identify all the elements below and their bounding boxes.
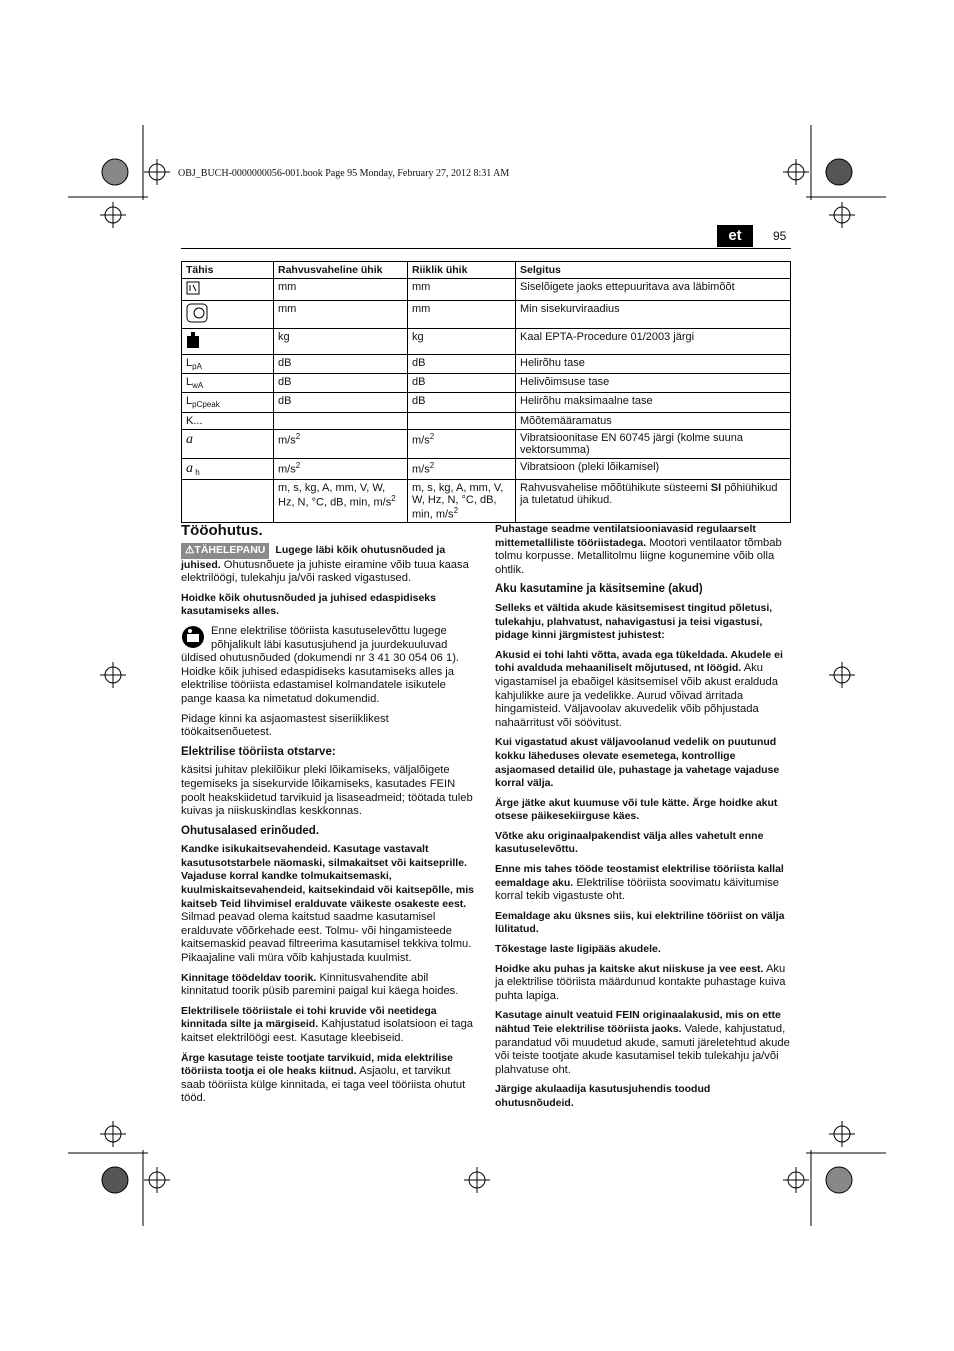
safety-item: Kinnitage töödeldav toorik. Kinnitusvahendite abil kinnitatud toorik püsib paremini paigal kui käega hoides. bbox=[181, 971, 459, 998]
battery-item: Eemaldage aku üksnes siis, kui elektriline tööriist on välja lülitatud. bbox=[495, 909, 785, 936]
safety-item: Kandke isikukaitsevahendeid. Kasutage vastavalt kasutusotstarbele näomaski, silmakaitset või kaitseprille. Vajaduse korral kandke tolmukaitsemaski, kuulmiskaitsevahendeid, kaitsekindaid või kaitsepõlle, mis kaitseb Teid lihvimisel eralduvate väikeste osakeste eest. Silmad peavad olema kaitstud saadme kasutamisel eralduvate võõrkehade eest. Tolmu- või hingamisteede kaitsemaskid peavad filtreerima kasutamisel tekkiva tolmu. Pikaajaline vali müra võib kahjustada kuulmist. bbox=[181, 843, 474, 965]
battery-item: Kasutage ainult veatuid FEIN originaalakusid, mis on ette nähtud Teie elektrilise tööriista jaoks. Valede, kahjustatud, parandatud või muudetud akude, samuti järeletehtud akude või teiste tootjate akude kasutamisel tekib tulekahju ja/või plahvatuse oht. bbox=[495, 1009, 790, 1076]
table-row bbox=[182, 355, 791, 374]
symbol-lwa: $L_{wA}$ bbox=[182, 374, 274, 393]
table-header-row bbox=[182, 262, 791, 279]
cut-depth-icon bbox=[186, 281, 200, 295]
regulations-text: Pidage kinni ka asjaomastest siseriiklikest töökaitsenõuetest. bbox=[181, 712, 389, 739]
table-cell: dB bbox=[408, 374, 516, 393]
battery-item: Hoidke aku puhas ja kaitske akut niiskuse ja vee eest. Aku ja elektrilise tööriista määrdunud kontakte puhastage kuiva puhta lapiga. bbox=[495, 962, 786, 1002]
battery-item: Järgige akulaadija kasutusjuhendis toodud ohutusnõudeid. bbox=[495, 1083, 711, 1109]
table-cell bbox=[408, 412, 516, 429]
table-cell: dB bbox=[408, 355, 516, 374]
table-cell: mm bbox=[274, 279, 408, 301]
table-cell: $m/s^2$ bbox=[274, 458, 408, 479]
table-row bbox=[182, 458, 791, 479]
table-cell: Helivõimsuse tase bbox=[516, 374, 791, 393]
battery-item: Akusid ei tohi lahti võtta, avada ega tükeldada. Akudele ei tohi avalduda mehaaniliselt mõjutused, nt löögid. Aku vigastamisel ja ebaõigel käsitsemisel võib akust eralduda kahjulikke aure ja vedelikke. Aurud võivad ärritada hingamisteid. Väljavoolav akuvedelik võib põhjustada nahaärritust või söövitust. bbox=[495, 648, 783, 729]
table-cell: K... bbox=[182, 412, 274, 429]
battery-item: Enne mis tahes tööde teostamist elektrilise tööriista kallal eemaldage aku. Elektrilise tööriista soovimatu käivitumise korral tekib vigastuste oht. bbox=[495, 863, 784, 903]
table-row bbox=[182, 412, 791, 429]
table-cell: mm bbox=[408, 279, 516, 301]
safety-item: Ärge kasutage teiste tootjate tarvikuid, mida elektrilise tööriista tootja ei ole heaks kiitnud. Asjaolu, et tarvikut saab tööriista külge kinnitada, ei taga veel tööriista ohutut tööd. bbox=[181, 1051, 466, 1105]
battery-item: Tõkestage laste ligipääs akudele. bbox=[495, 943, 661, 956]
table-cell: Helirõhu tase bbox=[516, 355, 791, 374]
language-tab: et bbox=[717, 225, 753, 247]
keep-instructions: Hoidke kõik ohutusnõuded ja juhised edaspidiseks kasutamiseks alles. bbox=[181, 591, 436, 618]
table-cell: dB bbox=[274, 393, 408, 412]
symbols-table bbox=[181, 261, 791, 523]
table-cell bbox=[274, 412, 408, 429]
table-cell: kg bbox=[274, 329, 408, 355]
table-cell: dB bbox=[274, 374, 408, 393]
table-cell: Vibratsioon (pleki lõikamisel) bbox=[516, 458, 791, 479]
table-cell: mm bbox=[274, 301, 408, 329]
table-cell: $m/s^2$ bbox=[274, 429, 408, 458]
symbol-ah: a $_h$ bbox=[182, 458, 274, 479]
table-cell: Kaal EPTA-Procedure 01/2003 järgi bbox=[516, 329, 791, 355]
book-info: OBJ_BUCH-0000000056-001.book Page 95 Monday, February 27, 2012 8:31 AM bbox=[178, 168, 510, 179]
battery-item: Võtke aku originaalpakendist välja alles vahetult enne kasutuselevõttu. bbox=[495, 829, 764, 856]
table-cell: Vibratsioonitase EN 60745 järgi (kolme suuna vektorsumma) bbox=[516, 429, 791, 458]
symbol-lpa: $L_{pA}$ bbox=[182, 355, 274, 374]
table-cell: Rahvusvahelise mõõtühikute süsteemi SI põhiühikud ja tuletatud ühikud. bbox=[516, 479, 791, 523]
warning-paragraph: ⚠TÄHELEPANU Lugege läbi kõik ohutusnõuded ja juhised. Ohutusnõuete ja juhiste eiramine võib tuua kaasa elektrilöögi, tulekahju ja/või rasked vigastused. bbox=[181, 544, 469, 585]
table-row bbox=[182, 393, 791, 412]
left-column bbox=[181, 543, 477, 1112]
radius-icon bbox=[186, 303, 208, 323]
safety-item: Puhastage seadme ventilatsiooniavasid regulaarselt mittemetalliliste tööriistadega. Mootori ventilaator tõmbab tolmu korpusse. Metallitolmu liigne kogunemine võib olla ohtlik. bbox=[495, 523, 782, 576]
special-safety-heading: Ohutusalased erinõuded. bbox=[181, 824, 320, 837]
table-cell: Min sisekurviraadius bbox=[516, 301, 791, 329]
table-row bbox=[182, 429, 791, 458]
battery-item: Ärge jätke akut kuumuse või tule kätte. Ärge hoidke akut otsese päikesekiirguse käes. bbox=[495, 796, 778, 823]
section-title: Tööohutus. bbox=[181, 522, 263, 539]
read-manual-paragraph: Enne elektrilise tööriista kasutuselevõttu lugege põhjalikult läbi kasutusjuhend ja juurdekuuluvad üldised ohutusnõuded (dokumendi nr 3 41 30 054 06 1). Hoidke kõik juhised edaspidiseks kasutamiseks alles ja elektrilise tööriista edastamisel kolmandatele isikutele pange kaasa ka nimetatud dokumendid. bbox=[181, 624, 460, 705]
weight-icon bbox=[186, 331, 200, 349]
table-cell: m, s, kg, A, mm, V, W, Hz, N, °C, dB, min, $m/s^2$ bbox=[408, 479, 516, 523]
table-cell: dB bbox=[274, 355, 408, 374]
table-header: Riiklik ühik bbox=[408, 262, 516, 279]
table-cell: mm bbox=[408, 301, 516, 329]
table-cell: Helirõhu maksimaalne tase bbox=[516, 393, 791, 412]
symbol-a: a bbox=[182, 429, 274, 458]
table-cell: $m/s^2$ bbox=[408, 429, 516, 458]
table-cell: Mõõtemääramatus bbox=[516, 412, 791, 429]
right-column bbox=[495, 523, 791, 1117]
purpose-heading: Elektrilise tööriista otstarve: bbox=[181, 745, 336, 758]
safety-item: Elektrilisele tööriistale ei tohi kruvide või neetidega kinnitada silte ja märgiseid. Kahjustatud isolatsioon ei taga kaitset elektrilöögi eest. Kasutage kleebiseid. bbox=[181, 1004, 474, 1044]
symbol-lpcpeak: $L_{pCpeak}$ bbox=[182, 393, 274, 412]
table-cell: Siselõigete jaoks ettepuuritava ava läbimõõt bbox=[516, 279, 791, 301]
battery-item: Kui vigastatud akust väljavoolanud vedelik on puutunud kokku läheduses olevate esemetega, kontrollige asjaomased detailid üle, puhastage ja vahetage vajaduse korral välja. bbox=[495, 736, 780, 790]
battery-heading: Aku kasutamine ja käsitsemine (akud) bbox=[495, 583, 703, 596]
purpose-text: käsitsi juhitav plekilõikur pleki lõikamiseks, väljalõigete tegemiseks ja sisekurvide lõikamiseks, kasutades FEIN poolt heakskiidetud tarvikuid ja lisaseadmeid; töötada tuleb kuivas ja niiskuskindlas keskkonnas. bbox=[181, 764, 473, 818]
table-cell: kg bbox=[408, 329, 516, 355]
table-row bbox=[182, 279, 791, 301]
header-rule bbox=[181, 248, 791, 249]
table-cell: m, s, kg, A, mm, V, W, Hz, N, °C, dB, min, $m/s^2$ bbox=[274, 479, 408, 523]
read-manual-icon bbox=[181, 625, 205, 649]
table-row bbox=[182, 301, 791, 329]
table-row bbox=[182, 329, 791, 355]
warning-badge: ⚠TÄHELEPANU bbox=[181, 543, 269, 559]
table-cell: $m/s^2$ bbox=[408, 458, 516, 479]
table-row bbox=[182, 374, 791, 393]
battery-intro: Selleks et vältida akude käsitsemisest tingitud põletusi, tulekahju, plahvatust, nahavigastusi ja teisi vigastusi, pidage kinni järgmistest juhistest: bbox=[495, 601, 773, 642]
table-header: Tähis bbox=[182, 262, 274, 279]
table-cell: dB bbox=[408, 393, 516, 412]
table-header: Rahvusvaheline ühik bbox=[274, 262, 408, 279]
page-number: 95 bbox=[773, 229, 787, 243]
table-row bbox=[182, 479, 791, 523]
table-header: Selgitus bbox=[516, 262, 791, 279]
